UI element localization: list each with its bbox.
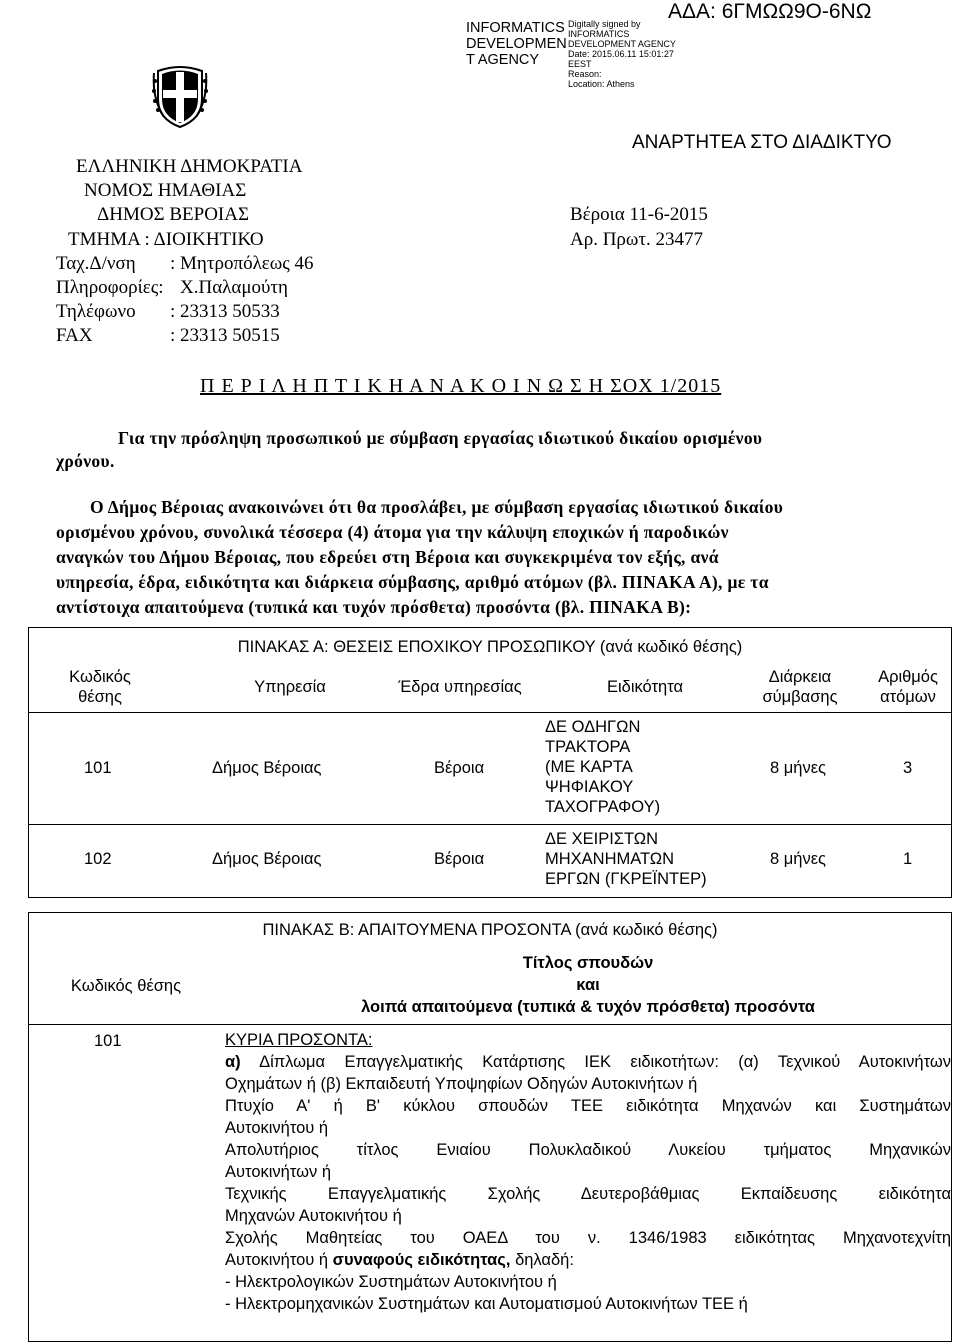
- header-seat: Έδρα υπηρεσίας: [398, 678, 522, 696]
- signature-line: EEST: [568, 59, 592, 69]
- body-line: Ο Δήμος Βέροιας ανακοινώνει ότι θα προσλάβει, με σύμβαση εργασίας ιδιωτικού δικαίου: [90, 497, 784, 517]
- header-code: Κωδικός θέσης: [69, 668, 131, 706]
- row-seat: Βέροια: [434, 759, 485, 777]
- signature-line: DEVELOPMENT AGENCY: [568, 39, 676, 49]
- header-duration: Διάρκεια σύμβασης: [762, 668, 838, 706]
- header-service: Υπηρεσία: [254, 678, 326, 696]
- table-divider: [28, 1024, 952, 1025]
- table-divider: [28, 712, 952, 713]
- address-value: : Μητροπόλεως 46: [170, 253, 314, 274]
- body-line: υπηρεσία, έδρα, ειδικότητα και διάρκεια σύμβασης, αριθμό ατόμων (βλ. ΠΙΝΑΚΑ Α), με τα: [56, 572, 769, 592]
- agency-line: DEVELOPMEN: [466, 36, 567, 52]
- row-duration: 8 μήνες: [770, 850, 827, 868]
- fax-label: FAX: [56, 325, 93, 346]
- agency-line: T AGENCY: [466, 52, 540, 68]
- qualification-line: Απολυτήριος τίτλος Ενιαίου Πολυκλαδικού Λυκείου τμήματος Μηχανικών: [225, 1141, 951, 1159]
- row-code: 102: [84, 850, 112, 868]
- department-name: ΤΜΗΜΑ : ΔΙΟΙΚΗΤΙΚΟ: [68, 229, 264, 250]
- info-value: Χ.Παλαμούτη: [180, 277, 288, 298]
- municipality-name: ΔΗΜΟΣ ΒΕΡΟΙΑΣ: [97, 204, 250, 225]
- subject-line: Για την πρόσληψη προσωπικού με σύμβαση εργασίας ιδιωτικού δικαίου ορισμένου: [118, 428, 763, 448]
- qualification-line: Σχολής Μαθητείας του ΟΑΕΔ του ν. 1346/1983 ειδικότητας Μηχανοτεχνίτη: [225, 1229, 951, 1247]
- signature-line: Digitally signed by: [568, 19, 641, 29]
- qualification-line: Οχημάτων ή (β) Εκπαιδευτή Υποψηφίων Οδηγών Αυτοκινήτων ή: [225, 1075, 698, 1093]
- row-count: 3: [903, 759, 913, 777]
- fax-value: : 23313 50515: [170, 325, 280, 346]
- place-date: Βέροια 11-6-2015: [570, 204, 708, 225]
- row-code: 101: [84, 759, 112, 777]
- qualification-line: Πτυχίο Α' ή Β' κύκλου σπουδών ΤΕΕ ειδικότητα Μηχανών και Συστημάτων: [225, 1097, 951, 1115]
- row-service: Δήμος Βέροιας: [212, 850, 322, 868]
- publish-notice: ΑΝΑΡΤΗΤΕΑ ΣΤΟ ΔΙΑΔΙΚΤΥΟ: [632, 132, 892, 153]
- header-qualifications: Τίτλος σπουδών και λοιπά απαιτούμενα (τυπικά & τυχόν πρόσθετα) προσόντα: [361, 954, 815, 1016]
- qualification-line: Τεχνικής Επαγγελματικής Σχολής Δευτεροβάθμιας Εκπαίδευσης ειδικότητα: [225, 1185, 951, 1203]
- agency-line: INFORMATICS: [466, 20, 565, 36]
- qualification-line: - Ηλεκτρολογικών Συστημάτων Αυτοκινήτου ή: [225, 1273, 557, 1291]
- signature-line: Reason:: [568, 69, 602, 79]
- prefecture-name: ΝΟΜΟΣ ΗΜΑΘΙΑΣ: [84, 180, 247, 201]
- qualification-line: Μηχανών Αυτοκινήτου ή: [225, 1207, 402, 1225]
- qualification-line: Αυτοκινήτου ή: [225, 1119, 329, 1137]
- row-count: 1: [903, 850, 913, 868]
- qualification-line: Αυτοκινήτων ή: [225, 1163, 332, 1181]
- body-line: αναγκών του Δήμου Βέροιας, που εδρεύει στη Βέροια και συγκεκριμένα τον εξής, ανά: [56, 547, 719, 567]
- ada-code: ΑΔΑ: 6ΓΜΩΩ9Ο-6ΝΩ: [668, 0, 872, 23]
- digital-signature: [568, 19, 676, 89]
- body-line: ορισμένου χρόνου, συνολικά τέσσερα (4) άτομα για την κάλυψη εποχικών ή παροδικών: [56, 522, 729, 542]
- row-specialty: ΔΕ ΟΔΗΓΩΝ ΤΡΑΚΤΟΡΑ (ΜΕ ΚΑΡΤΑ ΨΗΦΙΑΚΟΥ ΤΑΧΟΓΡΑΦΟΥ): [545, 718, 661, 816]
- phone-label: Τηλέφωνο: [56, 301, 136, 322]
- header-count: Αριθμός ατόμων: [878, 668, 938, 706]
- announcement-title: Π Ε Ρ Ι Λ Η Π Τ Ι Κ Η Α Ν Α Κ Ο Ι Ν Ω Σ Η ΣΟΧ 1/2015: [200, 375, 722, 397]
- table-divider: [28, 824, 952, 825]
- table-a-title: ΠΙΝΑΚΑΣ Α: ΘΕΣΕΙΣ ΕΠΟΧΙΚΟΥ ΠΡΟΣΩΠΙΚΟΥ (ανά κωδικό θέσης): [237, 638, 743, 656]
- phone-value: : 23313 50533: [170, 301, 280, 322]
- subject-line: χρόνου.: [56, 451, 115, 471]
- greek-emblem-icon: [152, 63, 208, 129]
- qualification-line: α) Δίπλωμα Επαγγελματικής Κατάρτισης ΙΕΚ ειδικοτήτων: (α) Τεχνικού Αυτοκινήτων: [225, 1053, 951, 1071]
- row-seat: Βέροια: [434, 850, 485, 868]
- row-specialty: ΔΕ ΧΕΙΡΙΣΤΩΝ ΜΗΧΑΝΗΜΑΤΩΝ ΕΡΓΩΝ (ΓΚΡΕΪΝΤΕΡ): [545, 830, 707, 888]
- signature-line: Date: 2015.06.11 15:01:27: [568, 49, 674, 59]
- info-label: Πληροφορίες:: [56, 277, 164, 298]
- row-service: Δήμος Βέροιας: [212, 759, 322, 777]
- header-code: Κωδικός θέσης: [70, 977, 182, 995]
- table-b-title: ΠΙΝΑΚΑΣ Β: ΑΠΑΙΤΟΥΜΕΝΑ ΠΡΟΣΟΝΤΑ (ανά κωδικό θέσης): [262, 921, 718, 939]
- main-qualifications-label: ΚΥΡΙΑ ΠΡΟΣΟΝΤΑ:: [225, 1031, 373, 1049]
- qualification-line: - Ηλεκτρομηχανικών Συστημάτων και Αυτοματισμού Αυτοκινήτων ΤΕΕ ή: [225, 1295, 748, 1313]
- qualification-line: Αυτοκινήτου ή συναφούς ειδικότητας, δηλαδή:: [225, 1251, 574, 1269]
- row-duration: 8 μήνες: [770, 759, 827, 777]
- row-code: 101: [94, 1032, 122, 1050]
- republic-name: ΕΛΛΗΝΙΚΗ ΔΗΜΟΚΡΑΤΙΑ: [76, 156, 303, 177]
- signature-line: INFORMATICS: [568, 29, 630, 39]
- body-line: αντίστοιχα απαιτούμενα (τυπικά και τυχόν πρόσθετα) προσόντα (βλ. ΠΙΝΑΚΑ Β):: [56, 597, 692, 617]
- protocol-number: Αρ. Πρωτ. 23477: [570, 229, 704, 250]
- header-specialty: Ειδικότητα: [606, 678, 684, 696]
- address-label: Ταχ.Δ/νση: [56, 253, 136, 274]
- signer-agency: [466, 20, 567, 68]
- signature-line: Location: Athens: [568, 79, 635, 89]
